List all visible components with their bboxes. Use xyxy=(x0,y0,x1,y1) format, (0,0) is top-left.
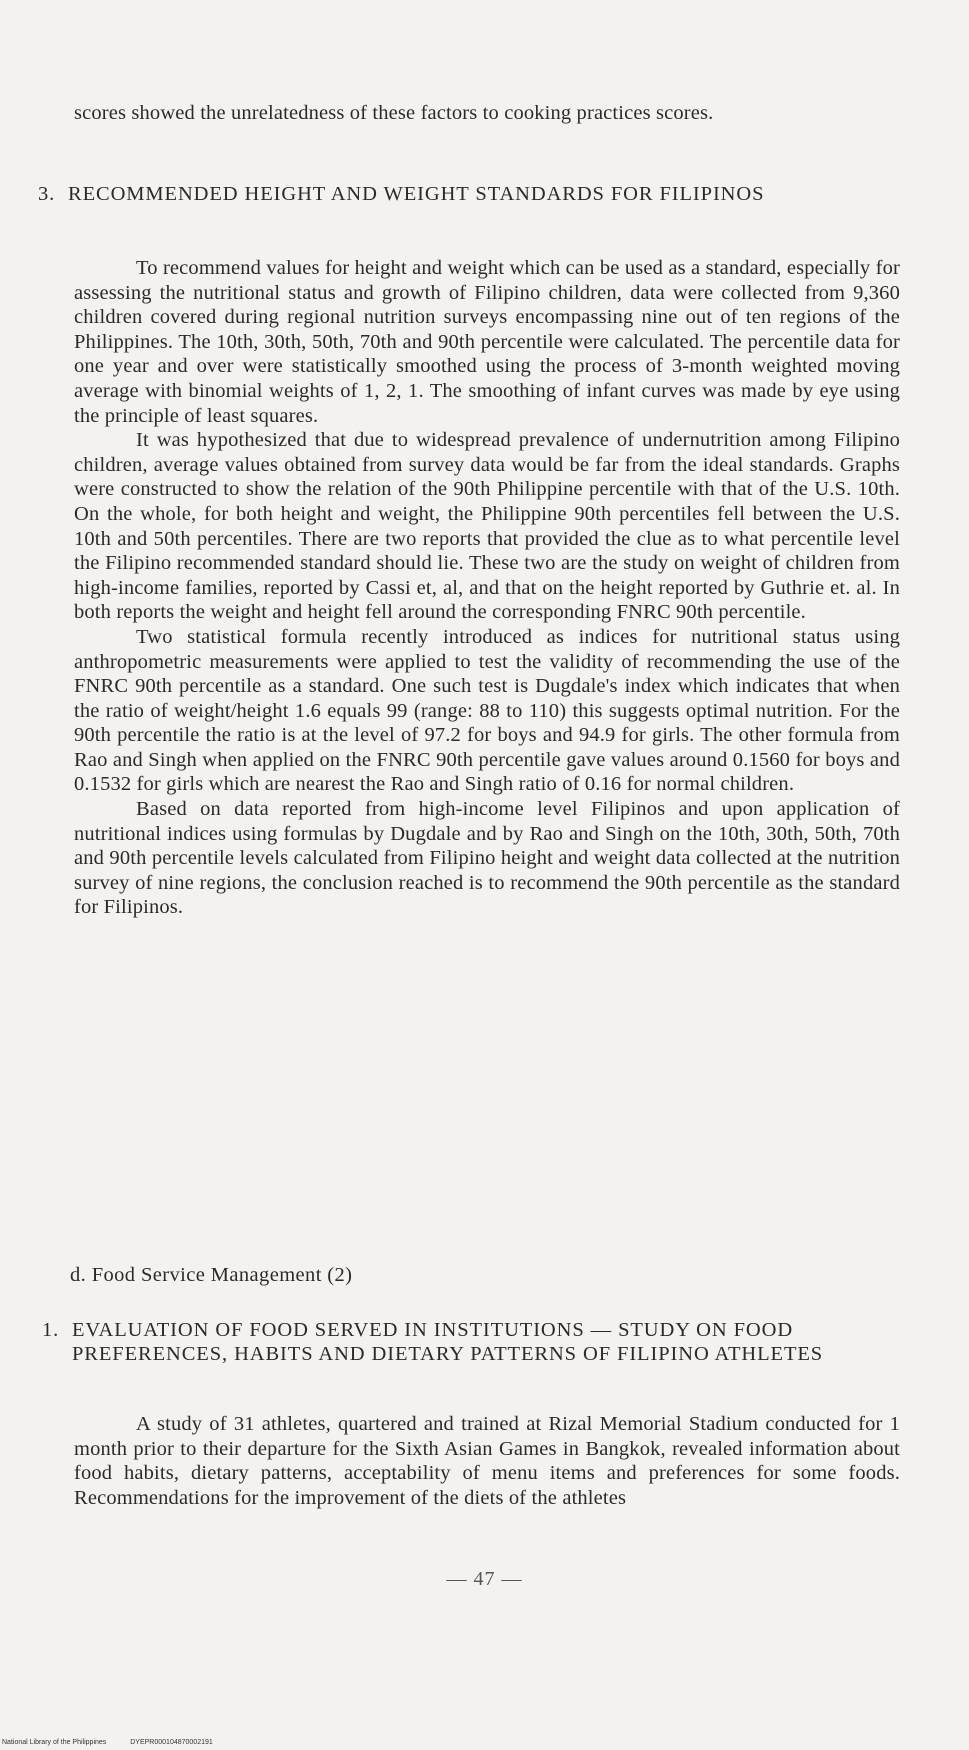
subsection-d-heading xyxy=(70,1264,670,1287)
intro-paragraph xyxy=(74,101,902,126)
page-number xyxy=(0,1568,969,1591)
section-3-number: 3. xyxy=(38,183,56,205)
section-1-number: 1. xyxy=(42,1319,60,1341)
section-3-heading xyxy=(38,182,898,206)
section-3-paragraph-1: To recommend values for height and weight which can be used as a standard, especially for assessing the nutritional status and growth of Filipino children, data were collected from 9,360 children covered during regional nutrition surveys encompassing nine out of ten regions of the Philippines. The 10th, 30th, 50th, 70th and 90th percentile were calculated. The percentile data for one year and over were statistically smoothed using the process of 3-month weighted moving average with binomial weights of 1, 2, 1. The smoothing of infant curves was made by eye using the principle of least squares. xyxy=(74,257,900,427)
section-3-paragraph-2: It was hypothesized that due to widespread prevalence of undernutrition among Filipino children, average values obtained from survey data would be far from the ideal standards. Graphs were constructed to show the relation of the 90th Philippine percentile with that of the U.S. 10th. On the whole, for both height and weight, the Philippine 90th percentiles fell between the U.S. 10th and 50th percentiles. There are two reports that provided the clue as to what percentile level the Filipino recommended standard should lie. These two are the study on weight of children from high-income families, reported by Cassi et, al, and that on the height reported by Guthrie et. al. In both reports the weight and height fell around the corresponding FNRC 90th percentile. xyxy=(74,429,900,624)
section-3-paragraph-3: Two statistical formula recently introduced as indices for nutritional status using anthropometric measurements were applied to test the validity of recommending the use of the FNRC 90th percentile as a standard. One such test is Dugdale's index which indicates that when the ratio of weight/height 1.6 equals 99 (range: 88 to 110) this suggests optimal nutrition. For the 90th percentile the ratio is at the level of 97.2 for boys and 94.9 for girls. The other formula from Rao and Singh when applied on the FNRC 90th percentile gave values around 0.1560 for boys and 0.1532 for girls which are nearest the Rao and Singh ratio of 0.16 for normal children. xyxy=(74,625,900,796)
section-1-title: EVALUATION OF FOOD SERVED IN INSTITUTIONS — STUDY ON FOOD PREFERENCES, HABITS AND DIETARY PATTERNS OF FILIPINO ATHLETES xyxy=(72,1319,824,1365)
footer-code: DYEPR000104870002191 xyxy=(130,1739,213,1746)
section-1-heading xyxy=(42,1318,898,1366)
section-3-title: RECOMMENDED HEIGHT AND WEIGHT STANDARDS FOR FILIPINOS xyxy=(68,183,765,205)
subsection-d-label: d. Food Service Management (2) xyxy=(70,1264,353,1286)
page-number-text: — 47 — xyxy=(446,1568,523,1590)
footer-library: National Library of the Philippines xyxy=(2,1739,107,1746)
section-3-body xyxy=(74,256,900,920)
section-3-paragraph-4: Based on data reported from high-income level Filipinos and upon application of nutritional indices using formulas by Dugdale and by Rao and Singh on the 10th, 30th, 50th, 70th and 90th percentile levels calculated from Filipino height and weight data collected at the nutrition survey of nine regions, the conclusion reached is to recommend the 90th percentile as the standard for Filipinos. xyxy=(74,798,900,919)
intro-text: scores showed the unrelatedness of these factors to cooking practices scores. xyxy=(74,102,714,124)
section-1-body xyxy=(74,1412,900,1510)
section-1-paragraph-1: A study of 31 athletes, quartered and trained at Rizal Memorial Stadium conducted for 1 month prior to their departure for the Sixth Asian Games in Bangkok, revealed information about food habits, dietary patterns, acceptability of menu items and preferences for some foods. Recommendations for the improvement of the diets of the athletes xyxy=(74,1413,900,1509)
footer-bar xyxy=(2,1739,235,1746)
